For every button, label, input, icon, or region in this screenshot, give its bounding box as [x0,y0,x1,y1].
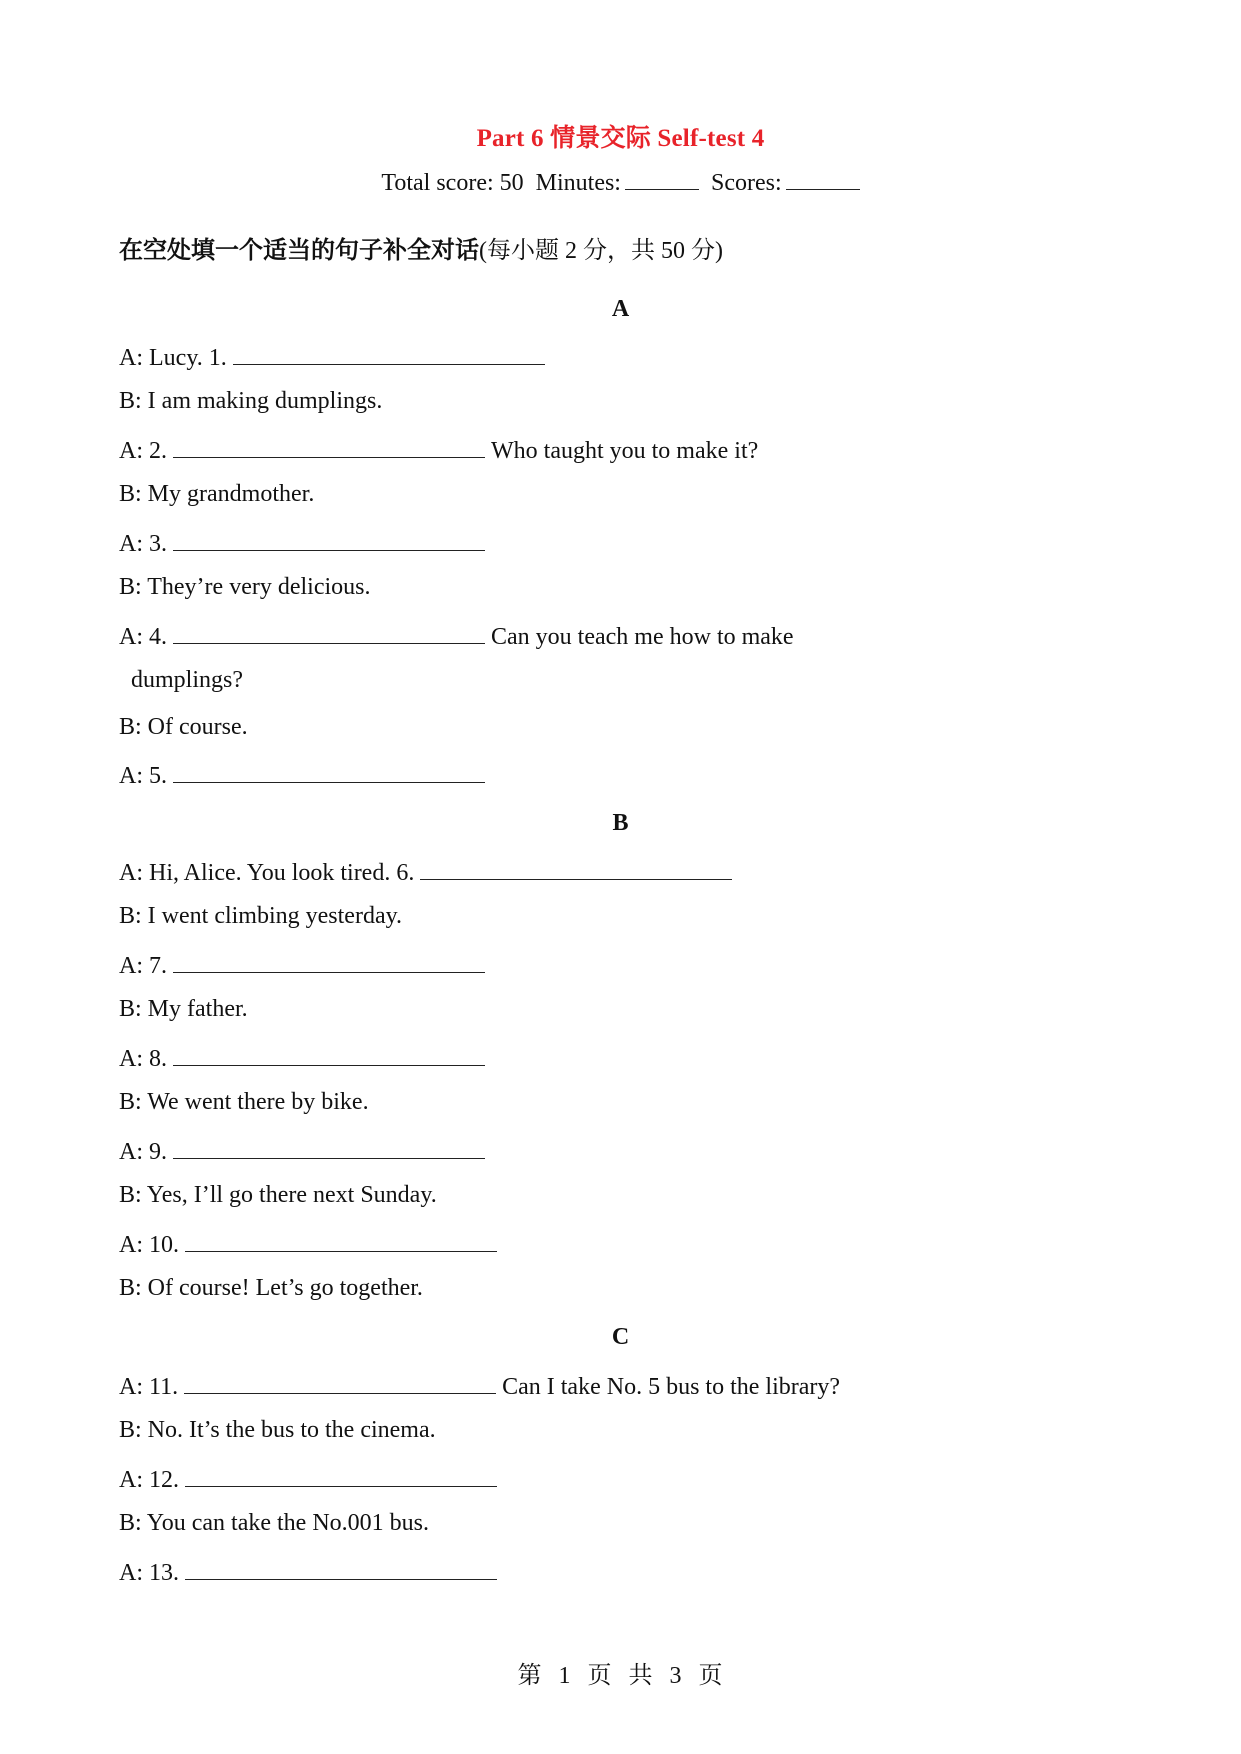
dialogue-line: A: 12. [119,1464,503,1494]
dialogue-line: A: 5. [119,760,491,790]
dialogue-line: A: 7. [119,950,491,980]
dialogue-line: A: 3. [119,528,491,558]
dialogue-line: B: Yes, I’ll go there next Sunday. [119,1182,437,1208]
section-c-heading: C [611,1324,630,1350]
dialogue-line: dumplings? [131,667,243,693]
dialogue-line: B: Of course! Let’s go together. [119,1275,423,1301]
instruction [119,230,723,265]
page-footer: 第 1 页 共 3 页 [517,1663,724,1689]
total-score-label: Total score: 50 [381,170,524,196]
dialogue-line: A: Hi, Alice. You look tired. 6. [119,857,738,887]
answer-blank-4[interactable] [173,621,485,644]
minutes-blank[interactable] [625,167,699,190]
dialogue-line: A: 13. [119,1557,503,1587]
dialogue-line: B: We went there by bike. [119,1089,369,1115]
page-title: Part 6 情景交际 Self-test 4 [476,125,765,152]
score-line [0,167,1241,197]
dialogue-line: B: I went climbing yesterday. [119,903,403,929]
dialogue-line: A: 4. Can you teach me how to make [119,621,794,651]
answer-blank-8[interactable] [173,1043,485,1066]
dialogue-line: B: My grandmother. [119,481,315,507]
section-a-heading: A [611,296,630,322]
dialogue-line: A: 2. Who taught you to make it? [119,435,758,465]
instruction-main: 在空处填一个适当的句子补全对话 [119,238,479,264]
answer-blank-9[interactable] [173,1136,485,1159]
answer-blank-5[interactable] [173,760,485,783]
answer-blank-6[interactable] [420,857,732,880]
answer-blank-11[interactable] [184,1371,496,1394]
dialogue-line: A: 10. [119,1229,503,1259]
answer-blank-12[interactable] [185,1464,497,1487]
answer-blank-7[interactable] [173,950,485,973]
dialogue-line: A: Lucy. 1. [119,342,551,372]
page-total: 3 [669,1663,683,1689]
answer-blank-10[interactable] [185,1229,497,1252]
dialogue-line: A: 8. [119,1043,491,1073]
dialogue-line: B: They’re very delicious. [119,574,371,600]
answer-blank-13[interactable] [185,1557,497,1580]
answer-blank-1[interactable] [233,342,545,365]
scores-blank[interactable] [786,167,860,190]
page-number: 1 [558,1663,572,1689]
dialogue-line: B: You can take the No.001 bus. [119,1510,429,1536]
dialogue-line: B: My father. [119,996,248,1022]
minutes-label: Minutes: [535,170,621,196]
dialogue-line: B: No. It’s the bus to the cinema. [119,1417,436,1443]
answer-blank-2[interactable] [173,435,485,458]
dialogue-line: A: 9. [119,1136,491,1166]
scores-label: Scores: [710,170,782,196]
dialogue-line: B: Of course. [119,714,248,740]
answer-blank-3[interactable] [173,528,485,551]
section-b-heading: B [612,810,629,836]
dialogue-line: A: 11. Can I take No. 5 bus to the library? [119,1371,840,1401]
instruction-tail: (每小题 2 分，共 50 分) [479,238,723,264]
dialogue-line: B: I am making dumplings. [119,388,383,414]
